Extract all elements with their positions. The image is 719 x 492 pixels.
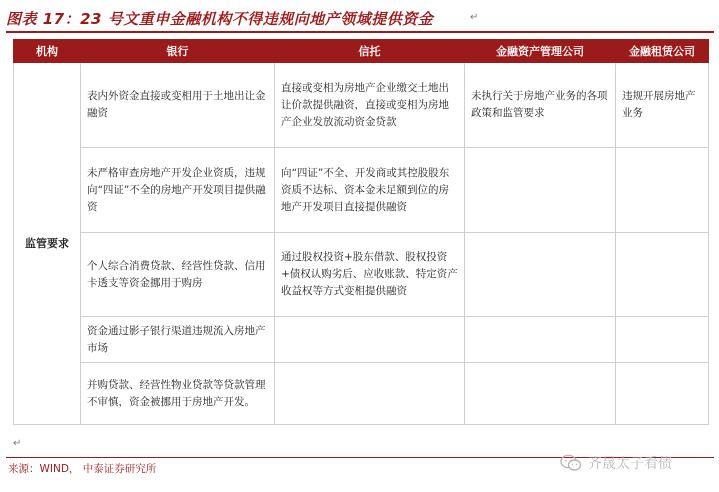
header-trust: 信托 <box>275 40 465 63</box>
amc-cell <box>465 233 616 317</box>
bank-cell: 未严格审查房地产开发企业资质，违规向“四证”不全的房地产开发项目提供融资 <box>81 148 275 233</box>
leasing-cell <box>616 233 709 317</box>
wechat-icon <box>560 454 582 472</box>
watermark <box>560 451 672 475</box>
trust-cell: 通过股权投资+股东借款、股权投资+债权认购劣后、应收账款、特定资产收益权等方式变相提供融资 <box>275 233 465 317</box>
header-amc: 金融资产管理公司 <box>465 40 616 63</box>
figure-title: 图表 17：23 号文重申金融机构不得违规向地产领域提供资金 <box>6 10 434 28</box>
table-header-row <box>14 40 709 63</box>
title-divider <box>6 31 714 33</box>
group-label: 监管要求 <box>14 63 81 425</box>
leasing-cell: 违规开展房地产业务 <box>616 63 709 148</box>
amc-cell <box>465 317 616 363</box>
bank-cell: 并购贷款、经营性物业贷款等贷款管理不审慎，资金被挪用于房地产开发。 <box>81 363 275 425</box>
trust-cell: 向“四证”不全、开发商或其控股股东资质不达标、资本金未足额到位的房地产开发项目直接提供融资 <box>275 148 465 233</box>
trust-cell <box>275 363 465 425</box>
paragraph-mark-icon: ↵ <box>13 438 22 449</box>
table-row <box>14 233 709 317</box>
bank-cell: 资金通过影子银行渠道违规流入房地产市场 <box>81 317 275 363</box>
amc-cell <box>465 363 616 425</box>
trust-cell <box>275 317 465 363</box>
amc-cell <box>465 148 616 233</box>
leasing-cell <box>616 317 709 363</box>
trust-cell: 直接或变相为房地产企业缴交土地出让价款提供融资，直接或变相为房地产企业发放流动资金贷款 <box>275 63 465 148</box>
table-row <box>14 363 709 425</box>
bank-cell: 表内外资金直接或变相用于土地出让金融资 <box>81 63 275 148</box>
leasing-cell <box>616 148 709 233</box>
amc-cell: 未执行关于房地产业务的各项政策和监管要求 <box>465 63 616 148</box>
header-bank: 银行 <box>81 40 275 63</box>
paragraph-mark-icon: ↵ <box>470 12 479 23</box>
header-leasing: 金融租赁公司 <box>616 40 709 63</box>
watermark-text: 齐晟太子看债 <box>588 456 672 472</box>
leasing-cell <box>616 363 709 425</box>
bank-cell: 个人综合消费贷款、经营性贷款、信用卡透支等资金挪用于购房 <box>81 233 275 317</box>
header-institution: 机构 <box>14 40 81 63</box>
table-row <box>14 148 709 233</box>
regulation-table <box>13 39 709 425</box>
table-row <box>14 317 709 363</box>
source-note: 来源：WIND， 中泰证券研究所 <box>8 463 157 475</box>
table-row <box>14 63 709 148</box>
